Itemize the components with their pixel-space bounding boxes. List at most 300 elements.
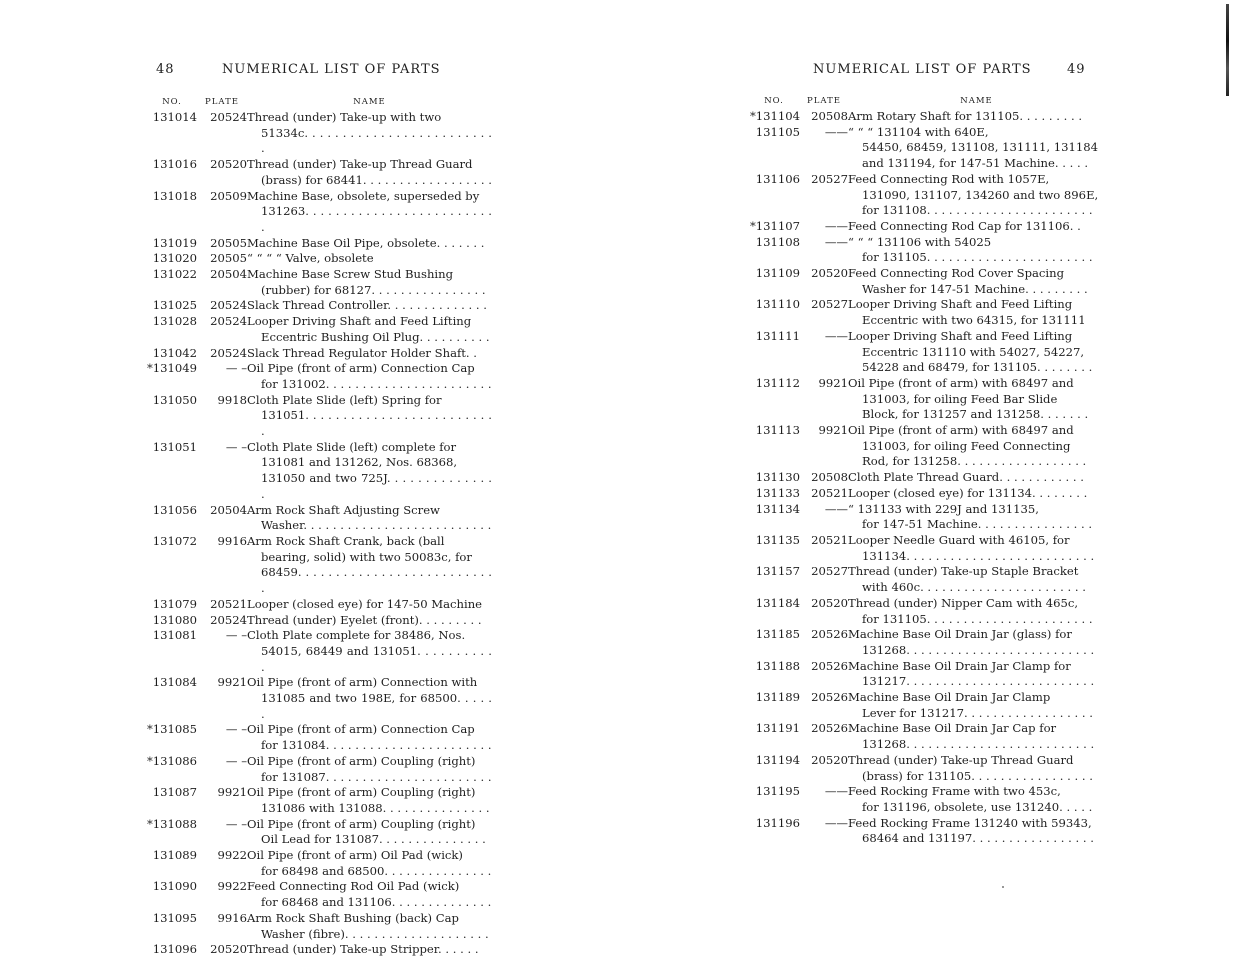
left-page — [0, 0, 618, 957]
part-name-line: Machine Base, obsolete, superseded by — [247, 188, 480, 203]
part-row — [147, 298, 492, 314]
part-name-line: Cloth Plate complete for 38486, Nos. — [247, 628, 466, 643]
part-name — [848, 721, 1105, 752]
part-number: *131085 — [147, 722, 198, 737]
part-name-line: Feed Connecting Rod Cover Spacing — [848, 266, 1064, 281]
part-name-line: Thread (under) Take-up Thread Guard — [247, 157, 473, 172]
part-name — [247, 346, 492, 362]
part-number: 131028 — [152, 314, 197, 329]
part-name-continuation: (brass) for 68441. . . . . . . . . . . . . . . . . . — [261, 172, 492, 187]
part-name — [247, 110, 492, 157]
col-plate-header: PLATE — [205, 97, 239, 107]
part-number: 131113 — [755, 423, 800, 438]
part-row — [748, 659, 1105, 690]
part-number: *131049 — [147, 361, 198, 376]
part-number: 131042 — [152, 345, 197, 360]
part-name-continuation: 131085 and two 198E, for 68500. . . . . . — [261, 691, 492, 721]
plate-number: 20524 — [210, 298, 247, 313]
part-name — [848, 753, 1105, 784]
part-name-line: Looper Needle Guard with 46105, for — [848, 532, 1070, 547]
part-name — [247, 251, 492, 267]
part-number: 131051 — [152, 439, 197, 454]
part-name-line: Oil Pipe (front of arm) Connection Cap — [247, 722, 475, 737]
part-name-continuation: Rod, for 131258. . . . . . . . . . . . . . . . . . — [862, 454, 1087, 469]
part-name — [848, 172, 1105, 219]
plate-number: 20524 — [210, 612, 247, 627]
part-number: 131056 — [152, 502, 197, 517]
part-number: 131134 — [755, 501, 800, 516]
part-name — [848, 690, 1105, 721]
part-name — [848, 816, 1105, 847]
part-name-line: Oil Pipe (front of arm) Connection Cap — [247, 361, 475, 376]
part-name-continuation: 131090, 131107, 134260 and two 896E, — [862, 187, 1099, 202]
part-name-line: Thread (under) Take-up Stripper. . . . . . — [247, 942, 479, 957]
part-name-line: Looper (closed eye) for 131134. . . . . . . . — [848, 485, 1088, 500]
part-row — [748, 109, 1105, 125]
col-plate-header: PLATE — [807, 96, 841, 106]
plate-number: 20521 — [811, 485, 848, 500]
part-name-line: Machine Base Oil Drain Jar (glass) for — [848, 627, 1072, 642]
plate-number: 20526 — [811, 690, 848, 705]
part-number: 131108 — [755, 234, 800, 249]
part-name-line: Oil Pipe (front of arm) Oil Pad (wick) — [247, 848, 463, 863]
part-name-line: “ “ “ “ Valve, obsolete — [247, 251, 374, 266]
left-parts-body — [147, 110, 492, 958]
part-row — [147, 346, 492, 362]
part-name-continuation: for 131196, obsolete, use 131240. . . . . — [862, 799, 1093, 814]
part-row — [748, 784, 1105, 815]
part-name-continuation: for 131002. . . . . . . . . . . . . . . . . . . . . . . — [261, 376, 492, 391]
part-name-line: Looper Driving Shaft and Feed Lifting — [848, 297, 1073, 312]
part-name — [247, 503, 492, 534]
plate-number: 20505 — [210, 251, 247, 266]
part-row — [748, 690, 1105, 721]
part-row — [748, 266, 1105, 297]
plate-number: —— — [824, 234, 848, 249]
part-name-line: “ 131133 with 229J and 131135, — [848, 501, 1039, 516]
part-name — [848, 627, 1105, 658]
part-name-line: Oil Pipe (front of arm) Coupling (right) — [247, 816, 476, 831]
part-name — [848, 533, 1105, 564]
part-name-continuation: Eccentric 131110 with 54027, 54227, — [862, 344, 1085, 359]
part-name — [848, 297, 1105, 328]
part-row — [748, 125, 1105, 172]
plate-number: —— — [824, 784, 848, 799]
part-name-line: Machine Base Oil Pipe, obsolete. . . . . . . — [247, 235, 485, 250]
part-name-continuation: Block, for 131257 and 131258. . . . . . . — [862, 407, 1089, 422]
part-name-continuation: for 147-51 Machine. . . . . . . . . . . . . . . . — [862, 517, 1093, 532]
plate-number: 20524 — [210, 314, 247, 329]
part-number: 131189 — [755, 690, 800, 705]
part-number: 131105 — [755, 124, 800, 139]
part-row — [748, 753, 1105, 784]
part-row — [147, 110, 492, 157]
part-name-continuation: for 131084. . . . . . . . . . . . . . . . . . . . . . . — [261, 738, 492, 753]
part-name-continuation: Washer. . . . . . . . . . . . . . . . . . . . . . . . . . — [261, 518, 492, 533]
part-row — [147, 251, 492, 267]
part-row — [147, 911, 492, 942]
plate-number: 20509 — [210, 188, 247, 203]
part-name-continuation: 131003, for oiling Feed Bar Slide — [862, 391, 1058, 406]
plate-number: 20526 — [811, 627, 848, 642]
part-number: 131016 — [152, 157, 197, 172]
part-name-line: Looper Driving Shaft and Feed Lifting — [848, 328, 1073, 343]
part-row — [748, 376, 1105, 423]
part-name-continuation: for 68498 and 68500. . . . . . . . . . . . . . . — [261, 863, 492, 878]
part-number: 131096 — [152, 942, 197, 957]
part-name — [247, 628, 492, 675]
part-name-continuation: bearing, solid) with two 50083c, for — [261, 549, 472, 564]
plate-number: 20521 — [210, 596, 247, 611]
part-name — [848, 470, 1105, 486]
plate-number: 20505 — [210, 235, 247, 250]
part-name-continuation: for 131087. . . . . . . . . . . . . . . . . . . . . . . — [261, 769, 492, 784]
part-name — [247, 675, 492, 722]
part-name-line: Thread (under) Take-up Thread Guard — [848, 752, 1074, 767]
part-row — [748, 502, 1105, 533]
part-name-continuation: for 131108. . . . . . . . . . . . . . . . . . . . . . . — [862, 203, 1093, 218]
part-name — [247, 267, 492, 298]
plate-number: 20527 — [811, 297, 848, 312]
col-name-header: NAME — [353, 97, 386, 107]
part-number: 131185 — [755, 627, 800, 642]
part-row — [748, 816, 1105, 847]
part-name — [247, 848, 492, 879]
part-name-continuation: 51334c. . . . . . . . . . . . . . . . . . . . . . . . . . — [261, 125, 492, 156]
plate-number: 9922 — [217, 848, 247, 863]
plate-number: 20520 — [811, 752, 848, 767]
part-name — [247, 785, 492, 816]
part-row — [748, 219, 1105, 235]
plate-number: 20527 — [811, 564, 848, 579]
part-name — [247, 942, 492, 958]
plate-number: 20504 — [210, 502, 247, 517]
part-row — [147, 157, 492, 188]
plate-number: 9921 — [217, 675, 247, 690]
plate-number: 20504 — [210, 267, 247, 282]
part-number: 131184 — [755, 595, 800, 610]
part-number: 131130 — [755, 470, 800, 485]
plate-number: —— — [824, 218, 848, 233]
part-name-continuation: 68464 and 131197. . . . . . . . . . . . . . . . . — [862, 831, 1094, 846]
part-number: 131188 — [755, 658, 800, 673]
plate-number: — – — [225, 722, 247, 737]
part-name — [848, 596, 1105, 627]
part-number: 131095 — [152, 910, 197, 925]
part-row — [748, 423, 1105, 470]
right-parts-body — [748, 109, 1105, 847]
part-number: 131111 — [755, 328, 800, 343]
part-name-line: Slack Thread Controller. . . . . . . . . . . . . . — [247, 298, 487, 313]
part-name-continuation: for 68468 and 131106. . . . . . . . . . . . . . — [261, 895, 492, 910]
part-name-continuation: 131050 and two 725J. . . . . . . . . . . . . . . — [261, 471, 492, 501]
part-name-line: Oil Pipe (front of arm) Coupling (right) — [247, 753, 476, 768]
plate-number: — – — [225, 439, 247, 454]
part-row — [147, 613, 492, 629]
part-name-line: Feed Connecting Rod with 1057E, — [848, 171, 1050, 186]
part-row — [748, 533, 1105, 564]
part-name — [247, 534, 492, 597]
col-no-header: NO. — [162, 97, 182, 107]
part-name-continuation: 131268. . . . . . . . . . . . . . . . . . . . . . . . . . — [862, 737, 1095, 752]
part-number: *131086 — [147, 753, 198, 768]
part-name-continuation: 54015, 68449 and 131051. . . . . . . . . . . — [261, 643, 492, 674]
part-name-line: Cloth Plate Slide (left) Spring for — [247, 392, 442, 407]
part-name-line: Feed Connecting Rod Oil Pad (wick) — [247, 879, 460, 894]
plate-number: 20520 — [811, 595, 848, 610]
part-row — [748, 596, 1105, 627]
part-number: 131079 — [152, 596, 197, 611]
plate-number: 9916 — [217, 533, 247, 548]
part-name-continuation: Lever for 131217. . . . . . . . . . . . . . . . . . — [862, 705, 1093, 720]
part-name-line: Feed Rocking Frame with two 453c, — [848, 784, 1061, 799]
part-row — [147, 503, 492, 534]
plate-number: —— — [824, 124, 848, 139]
part-number: 131194 — [755, 752, 800, 767]
part-number: 131089 — [152, 848, 197, 863]
part-row — [147, 785, 492, 816]
part-number: 131112 — [755, 375, 800, 390]
part-name — [848, 784, 1105, 815]
part-name — [848, 564, 1105, 595]
plate-number: 9921 — [818, 423, 848, 438]
part-name-continuation: (rubber) for 68127. . . . . . . . . . . . . . . . — [261, 282, 486, 297]
part-row — [147, 848, 492, 879]
plate-number: —— — [824, 328, 848, 343]
plate-number: 20521 — [811, 532, 848, 547]
part-name-continuation: 131081 and 131262, Nos. 68368, — [261, 455, 458, 470]
left-parts-table — [147, 96, 492, 958]
part-name — [247, 236, 492, 252]
part-name-line: Feed Connecting Rod Cap for 131106. . — [848, 218, 1081, 233]
part-name — [247, 361, 492, 392]
part-number: 131157 — [755, 564, 800, 579]
plate-number: 20524 — [210, 345, 247, 360]
part-number: 131022 — [152, 267, 197, 282]
part-row — [748, 172, 1105, 219]
part-row — [748, 235, 1105, 266]
part-row — [748, 297, 1105, 328]
part-name-continuation: 131086 with 131088. . . . . . . . . . . . . . . — [261, 800, 490, 815]
left-page-number: 48 — [156, 62, 175, 77]
part-name — [247, 911, 492, 942]
part-name — [247, 189, 492, 236]
left-page-header: NUMERICAL LIST OF PARTS — [222, 62, 441, 77]
part-name — [247, 879, 492, 910]
part-name — [848, 125, 1105, 172]
part-name — [848, 266, 1105, 297]
part-name-line: Thread (under) Nipper Cam with 465c, — [848, 595, 1079, 610]
part-number: 131020 — [152, 251, 197, 266]
part-number: 131196 — [755, 815, 800, 830]
part-name-line: Looper (closed eye) for 147-50 Machine — [247, 596, 483, 611]
part-number: 131050 — [152, 392, 197, 407]
part-row — [147, 722, 492, 753]
part-name-continuation: and 131194, for 147-51 Machine. . . . . — [862, 156, 1089, 171]
part-number: 131080 — [152, 612, 197, 627]
right-page — [618, 0, 1235, 954]
part-name — [848, 376, 1105, 423]
part-name-continuation: 54228 and 68479, for 131105. . . . . . . . — [862, 360, 1093, 375]
part-name-line: Arm Rock Shaft Bushing (back) Cap — [247, 910, 459, 925]
part-name-continuation: Oil Lead for 131087. . . . . . . . . . . . . . . — [261, 832, 486, 847]
part-name — [247, 157, 492, 188]
plate-number: 20527 — [811, 171, 848, 186]
part-row — [147, 393, 492, 440]
plate-number: 9921 — [818, 375, 848, 390]
part-name-continuation: (brass) for 131105. . . . . . . . . . . . . . . . . — [862, 768, 1093, 783]
part-name — [848, 219, 1105, 235]
part-number: 131090 — [152, 879, 197, 894]
plate-number: 9922 — [217, 879, 247, 894]
plate-number: —— — [824, 815, 848, 830]
part-name-line: Arm Rotary Shaft for 131105. . . . . . . . . — [848, 109, 1083, 123]
part-row — [147, 675, 492, 722]
part-name-line: Oil Pipe (front of arm) Coupling (right) — [247, 785, 476, 800]
part-row — [147, 754, 492, 785]
part-name — [247, 314, 492, 345]
part-row — [147, 597, 492, 613]
part-number: *131088 — [147, 816, 198, 831]
part-name-line: Machine Base Screw Stud Bushing — [247, 267, 454, 282]
part-name-line: Feed Rocking Frame 131240 with 59343, — [848, 815, 1092, 830]
part-number: 131025 — [152, 298, 197, 313]
part-name — [247, 298, 492, 314]
part-name-continuation: 131134. . . . . . . . . . . . . . . . . . . . . . . . . . — [862, 548, 1095, 563]
part-name-continuation: Washer for 147-51 Machine. . . . . . . . . — [862, 281, 1088, 296]
part-name — [247, 754, 492, 785]
part-row — [147, 628, 492, 675]
part-name — [247, 613, 492, 629]
part-name-line: Arm Rock Shaft Crank, back (ball — [247, 533, 445, 548]
part-row — [748, 721, 1105, 752]
part-name-line: “ “ “ 131106 with 54025 — [848, 234, 992, 249]
part-name — [848, 235, 1105, 266]
part-name — [848, 329, 1105, 376]
plate-number: 20524 — [210, 110, 247, 124]
part-name — [848, 109, 1105, 125]
part-row — [147, 361, 492, 392]
part-number: 131106 — [755, 171, 800, 186]
part-name-continuation: for 131105. . . . . . . . . . . . . . . . . . . . . . . — [862, 250, 1093, 265]
part-name — [247, 597, 492, 613]
right-page-number: 49 — [1067, 62, 1086, 77]
part-name — [848, 502, 1105, 533]
part-name-line: Machine Base Oil Drain Jar Cap for — [848, 721, 1057, 736]
part-name-continuation: with 460c. . . . . . . . . . . . . . . . . . . . . . . — [862, 580, 1086, 595]
part-name-continuation: 131268. . . . . . . . . . . . . . . . . . . . . . . . . . — [862, 642, 1095, 657]
plate-number: —— — [824, 501, 848, 516]
part-number: 131195 — [755, 784, 800, 799]
part-name — [848, 486, 1105, 502]
part-row — [748, 470, 1105, 486]
plate-number: 9916 — [217, 910, 247, 925]
plate-number: — – — [225, 361, 247, 376]
scan-speck — [1002, 886, 1004, 888]
part-number: 131014 — [152, 110, 197, 124]
part-row — [748, 627, 1105, 658]
part-name-line: Machine Base Oil Drain Jar Clamp for — [848, 658, 1071, 673]
part-number: 131133 — [755, 485, 800, 500]
part-number: *131104 — [749, 109, 800, 123]
part-name-continuation: 54450, 68459, 131108, 131111, 131184 — [862, 140, 1099, 155]
part-name-continuation: Washer (fibre). . . . . . . . . . . . . . . . . . . . — [261, 926, 489, 941]
plate-number: 20520 — [210, 157, 247, 172]
part-name-line: Cloth Plate Thread Guard. . . . . . . . . . . . — [848, 470, 1084, 485]
part-name-continuation: for 131105. . . . . . . . . . . . . . . . . . . . . . . — [862, 611, 1093, 626]
part-number: 131019 — [152, 235, 197, 250]
part-name — [848, 423, 1105, 470]
part-row — [147, 817, 492, 848]
part-name — [247, 817, 492, 848]
part-row — [748, 564, 1105, 595]
part-number: 131135 — [755, 532, 800, 547]
part-name-line: Arm Rock Shaft Adjusting Screw — [247, 502, 440, 517]
part-name — [848, 659, 1105, 690]
part-name-continuation: 68459. . . . . . . . . . . . . . . . . . . . . . . . . . . — [261, 565, 492, 596]
part-number: 131191 — [755, 721, 800, 736]
part-row — [748, 329, 1105, 376]
part-name-line: Thread (under) Take-up Staple Bracket — [848, 564, 1079, 579]
part-number: 131018 — [152, 188, 197, 203]
part-row — [147, 440, 492, 503]
part-number: 131110 — [755, 297, 800, 312]
plate-number: 20526 — [811, 658, 848, 673]
part-name-line: Slack Thread Regulator Holder Shaft. . — [247, 345, 477, 360]
part-number: 131087 — [152, 785, 197, 800]
part-row — [748, 486, 1105, 502]
col-name-header: NAME — [960, 96, 993, 106]
plate-number: 20526 — [811, 721, 848, 736]
part-row — [147, 314, 492, 345]
part-row — [147, 236, 492, 252]
part-name-line: Oil Pipe (front of arm) Connection with — [247, 675, 478, 690]
plate-number: 20520 — [811, 266, 848, 281]
scan-edge-mark — [1226, 4, 1229, 96]
part-row — [147, 879, 492, 910]
part-name-continuation: Eccentric with two 64315, for 131111 — [862, 313, 1086, 328]
part-name — [247, 722, 492, 753]
part-name-line: Oil Pipe (front of arm) with 68497 and — [848, 423, 1074, 438]
part-row — [147, 534, 492, 597]
part-name-line: Thread (under) Eyelet (front). . . . . . . . . — [247, 612, 482, 627]
part-name-line: Oil Pipe (front of arm) with 68497 and — [848, 375, 1074, 390]
part-name-line: Thread (under) Take-up with two — [247, 110, 442, 124]
part-name-line: Looper Driving Shaft and Feed Lifting — [247, 314, 472, 329]
part-number: *131107 — [749, 218, 800, 233]
part-number: 131109 — [755, 266, 800, 281]
part-name-continuation: 131003, for oiling Feed Connecting — [862, 438, 1071, 453]
col-no-header: NO. — [764, 96, 784, 106]
part-name-line: Cloth Plate Slide (left) complete for — [247, 439, 457, 454]
part-number: 131081 — [152, 628, 197, 643]
part-number: 131084 — [152, 675, 197, 690]
plate-number: 9921 — [217, 785, 247, 800]
plate-number: 9918 — [217, 392, 247, 407]
part-name-continuation: 131051. . . . . . . . . . . . . . . . . . . . . . . . . . — [261, 408, 492, 439]
part-name-continuation: Eccentric Bushing Oil Plug. . . . . . . . . . — [261, 329, 490, 344]
plate-number: 20520 — [210, 942, 247, 957]
part-name-continuation: 131263. . . . . . . . . . . . . . . . . . . . . . . . . . — [261, 204, 492, 234]
plate-number: 20508 — [811, 470, 848, 485]
plate-number: — – — [225, 816, 247, 831]
part-row — [147, 942, 492, 958]
plate-number: — – — [225, 753, 247, 768]
part-row — [147, 267, 492, 298]
part-number: 131072 — [152, 533, 197, 548]
plate-number: 20508 — [811, 109, 848, 123]
part-name-line: “ “ “ 131104 with 640E, — [848, 124, 989, 139]
